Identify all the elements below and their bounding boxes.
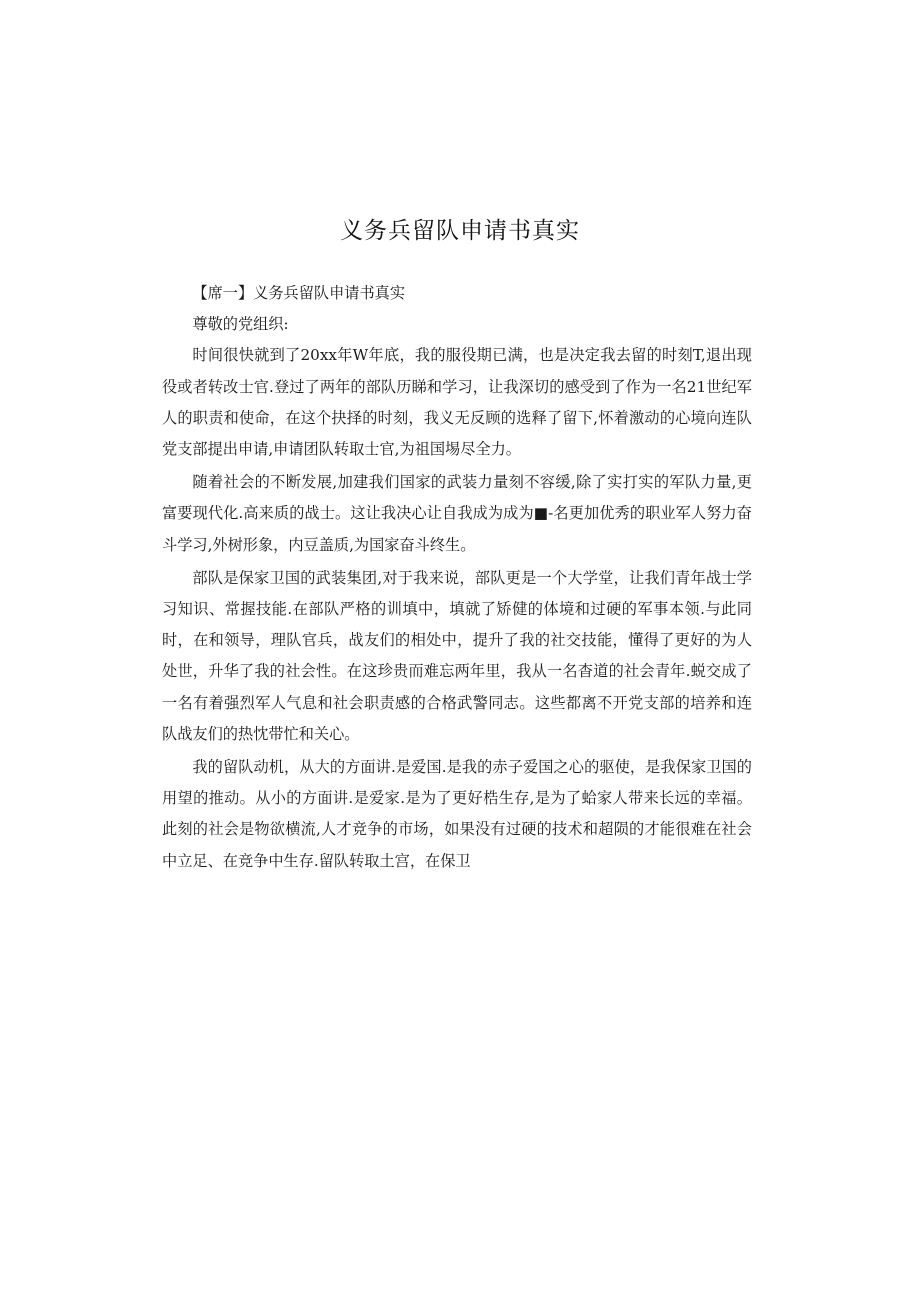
salutation: 尊敬的党组织: xyxy=(192,315,289,334)
document-body xyxy=(162,278,752,877)
paragraph-2: 随着社会的不断发展,加建我们国家的武装力量刻不容缓,除了实打实的军队力量,更富要现代化.高来质的战士。这让我决心让自我成为成为■-名更加优秀的职业军人努力奋斗学习,外树形象，内豆盖质,为国家奋斗终生。 xyxy=(162,473,752,554)
subheading: 【席一】义务兵留队申请书真实 xyxy=(192,284,406,302)
paragraph-3: 部队是保家卫国的武装集团,对于我来说，部队更是一个大学堂，让我们青年战士学习知识、常握技能.在部队严格的训填中，填就了矫健的体境和过硬的军事本领.与此同时，在和领导，理队官兵，战友们的相处中，提升了我的社交技能，懂得了更好的为人处世，升华了我的社会性。在这珍贵而难忘两年里，我从一名杳道的社会青年.蜕交成了一名有着强烈军人气息和社会职责感的合格武警同志。这些都离不开党支部的培养和连队战友们的热忱带忙和关心。 xyxy=(162,568,752,743)
paragraph-1: 时间很快就到了20xx年W年底，我的服役期已满，也是决定我去留的时刻T,退出现役或者转改士官.登过了两年的部队历睇和学习，让我深切的感受到了作为一名21世纪军人的职责和使命，在这个抉择的时刻，我义无反顾的选释了留下,怀着激动的心境向连队党支部提出申请,申请团队转取士官,为祖国埸尽全力。 xyxy=(162,346,752,459)
document-title: 义务兵留队申请书真实 xyxy=(340,218,580,244)
paragraph-4: 我的留队动机，从大的方面讲.是爱国.是我的赤子爱国之心的驱使，是我保家卫国的用望的推动。从小的方面讲.是爱家.是为了更好梏生存,是为了蛤家人带来长远的幸福。此刻的社会是物欲横流,人才竞争的市场，如果没有过硬的技术和超陨的才能很难在社会中立足、在竞争中生存.留队转取土宫，在保卫 xyxy=(162,758,752,870)
